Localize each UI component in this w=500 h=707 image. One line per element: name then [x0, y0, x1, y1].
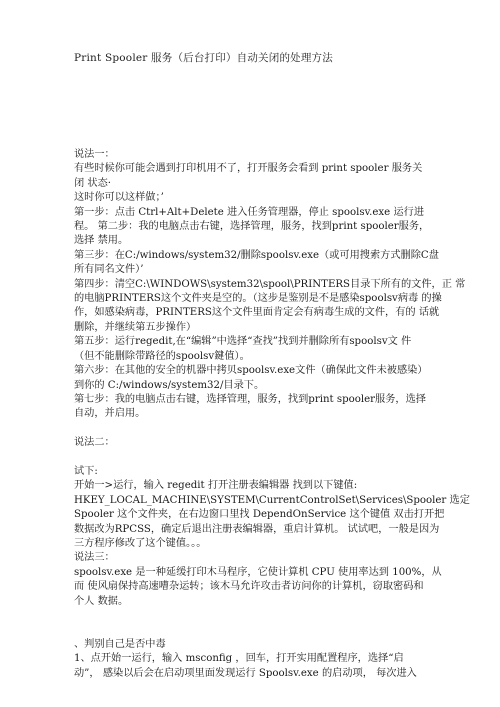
- text-line: 第五步：运行regedit,在“编辑”中选择“查找”找到并删除所有spoolsv文 件: [74, 336, 412, 348]
- text-line: 说法二：: [74, 437, 115, 449]
- text-line: 删除，并继续第五步操作）: [74, 321, 197, 333]
- document-body: [74, 148, 470, 681]
- text-line: 自动，并启用。: [74, 408, 146, 420]
- text-line: 、判别自己是否中毒: [74, 638, 166, 650]
- blank-line: [74, 609, 434, 623]
- text-line: 三方程序修改了这个键值。。。: [74, 537, 207, 549]
- text-line: 开始一>运行，输入 regedit 打开注册表编辑器 找到以下键值:: [74, 480, 358, 492]
- text-line: 所有同名文件）’: [74, 264, 144, 276]
- text-line: 作，如感染病毒，PRINTERS这个文件里面肯定会有病毒生成的文件，有的 话就: [74, 307, 440, 319]
- text-line: 的电脑PRINTERS这个文件夹是空的。（这步是鉴别是不是感染spoolsv病毒 的操: [74, 293, 442, 305]
- blank-line: [74, 623, 434, 637]
- text-line: 第七步：我的电脑点击右键，选择管理，服务，找到print spooler服务，选择: [74, 393, 426, 405]
- blank-line: [74, 451, 434, 465]
- text-line: 1、点开始一运行，输入 msconfig ，回车，打开实用配置程序，选择“启: [74, 653, 404, 665]
- text-line: 到你的 C:/windows/system32/目录下。: [74, 379, 265, 391]
- text-line: 动”， 感染以后会在启动项里面发现运行 Spoolsv.exe 的启动项， 每次进入: [74, 667, 417, 679]
- text-line: Spooler 这个文件夹，在右边窗口里找 DependOnService 这个键值 双击打开把: [74, 509, 445, 521]
- text-line: 而 使风扇保持高速嘈杂运转；该木马允许攻击者访问你的计算机，窃取密码和: [74, 581, 424, 593]
- text-line: 个人 数据。: [74, 595, 129, 607]
- text-line: 试下:: [74, 465, 98, 477]
- text-line: 有些时候你可能会遇到打印机用不了，打开服务会看到 print spooler 服务关: [74, 163, 423, 175]
- text-line: 第三步：在C:/windows/system32/删除spoolsv.exe（或可用搜索方式删除C盘: [74, 249, 439, 261]
- text-line: 第一步：点击 Ctrl+Alt+Delete 进入任务管理器，停止 spoolsv.exe 运行进: [74, 206, 425, 218]
- text-line: （但不能删除带路径的spoolsv鍵值）。: [74, 350, 250, 362]
- text-line: 第四步：清空C:\WINDOWS\system32\spool\PRINTERS目录下所有的文件，正 常: [74, 278, 466, 290]
- text-line: spoolsv.exe 是一种延缓打印木马程序，它使计算机 CPU 使用率达到 100%，从: [74, 566, 442, 578]
- text-line: 这时你可以这样做；’: [74, 192, 164, 204]
- text-line: 说法三：: [74, 552, 115, 564]
- document-title: Print Spooler 服务（后台打印）自动关闭的处理方法: [74, 52, 333, 64]
- text-line: 程。 第二步：我的电脑点击右键，选择管理，服务，找到print spooler服务，: [74, 221, 430, 233]
- text-line: 第六步：在其他的安全的机器中拷贝spoolsv.exe文件（确保此文件未被感染）: [74, 365, 428, 377]
- text-line: HKEY_LOCAL_MACHINE\SYSTEM\CurrentControlSet\Services\Spooler 选定: [74, 494, 470, 506]
- text-line: 选择 禁用。: [74, 235, 129, 247]
- text-line: 数据改为RPCSS，确定后退出注册表编辑器，重启计算机。 试试吧，一般是因为: [74, 523, 440, 535]
- blank-line: [74, 422, 434, 436]
- text-line: 闭 状态·: [74, 177, 112, 189]
- text-line: 说法一：: [74, 149, 115, 160]
